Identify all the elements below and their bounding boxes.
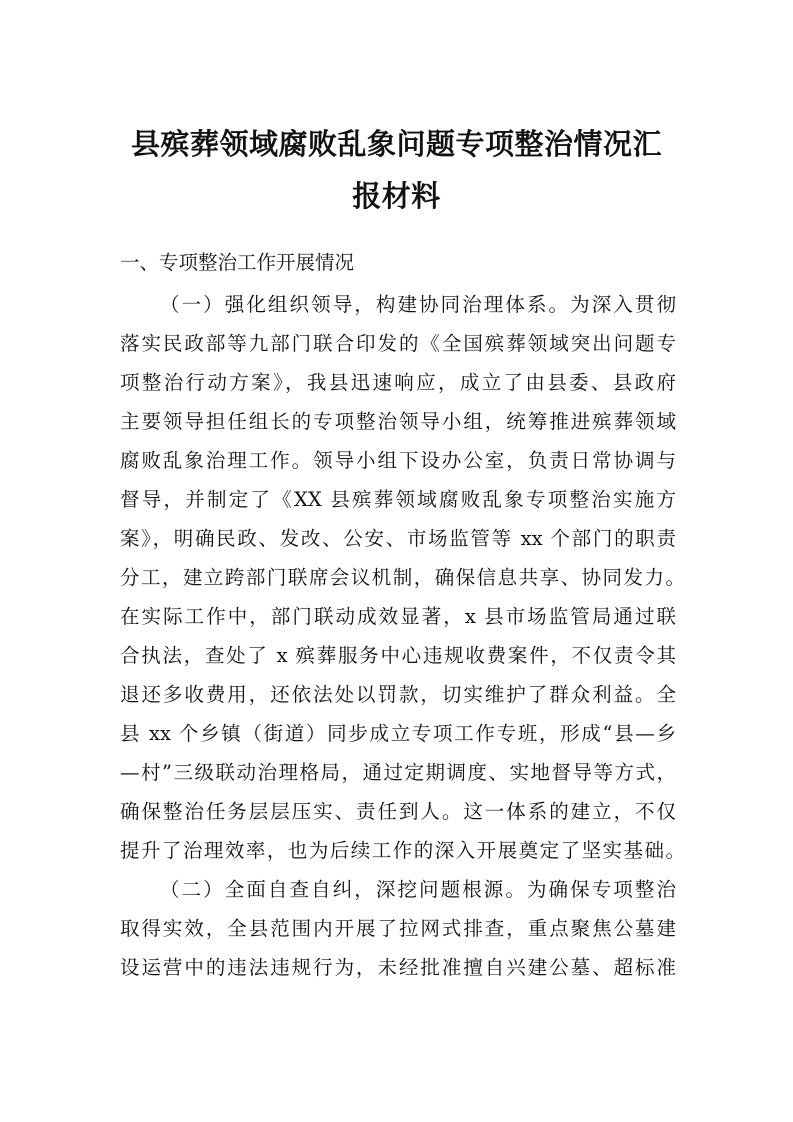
paragraph-line: 县 xx 个乡镇（街道）同步成立专项工作专班，形成“县—乡 (120, 722, 676, 745)
paragraph-line: —村”三级联动治理格局，通过定期调度、实地督导等方式， (120, 761, 676, 784)
document-title-line-1: 县殡葬领域腐败乱象问题专项整治情况汇 (130, 127, 662, 161)
paragraph-line: 主要领导担任组长的专项整治领导小组，统筹推进殡葬领域 (120, 410, 676, 433)
document-title-line-2: 报材料 (352, 179, 441, 213)
paragraph-line: 设运营中的违法违规行为，未经批准擅自兴建公墓、超标准 (120, 956, 676, 979)
paragraph-line: （二）全面自查自纠，深挖问题根源。为确保专项整治 (160, 878, 676, 901)
paragraph-line: 督导，并制定了《XX 县殡葬领域腐败乱象专项整治实施方 (120, 488, 676, 511)
paragraph-line: 确保整治任务层层压实、责任到人。这一体系的建立，不仅 (120, 800, 676, 823)
paragraph-line: 腐败乱象治理工作。领导小组下设办公室，负责日常协调与 (120, 449, 676, 472)
paragraph-line: 提升了治理效率，也为后续工作的深入开展奠定了坚实基础。 (120, 839, 685, 862)
paragraph-line: （一）强化组织领导，构建协同治理体系。为深入贯彻 (160, 293, 676, 316)
paragraph-line: 取得实效，全县范围内开展了拉网式排查，重点聚焦公墓建 (120, 917, 676, 940)
paragraph-line: 分工，建立跨部门联席会议机制，确保信息共享、协同发力。 (120, 566, 685, 589)
paragraph-line: 在实际工作中，部门联动成效显著，x 县市场监管局通过联 (120, 605, 676, 628)
paragraph-line: 落实民政部等九部门联合印发的《全国殡葬领域突出问题专 (120, 332, 676, 355)
paragraph-line: 退还多收费用，还依法处以罚款，切实维护了群众利益。全 (120, 683, 676, 706)
paragraph-line: 合执法，查处了 x 殡葬服务中心违规收费案件，不仅责令其 (120, 644, 676, 667)
paragraph-line: 项整治行动方案》，我县迅速响应，成立了由县委、县政府 (120, 371, 676, 394)
section-heading: 一、专项整治工作开展情况 (120, 251, 355, 274)
paragraph-line: 案》，明确民政、发改、公安、市场监管等 xx 个部门的职责 (120, 527, 676, 550)
